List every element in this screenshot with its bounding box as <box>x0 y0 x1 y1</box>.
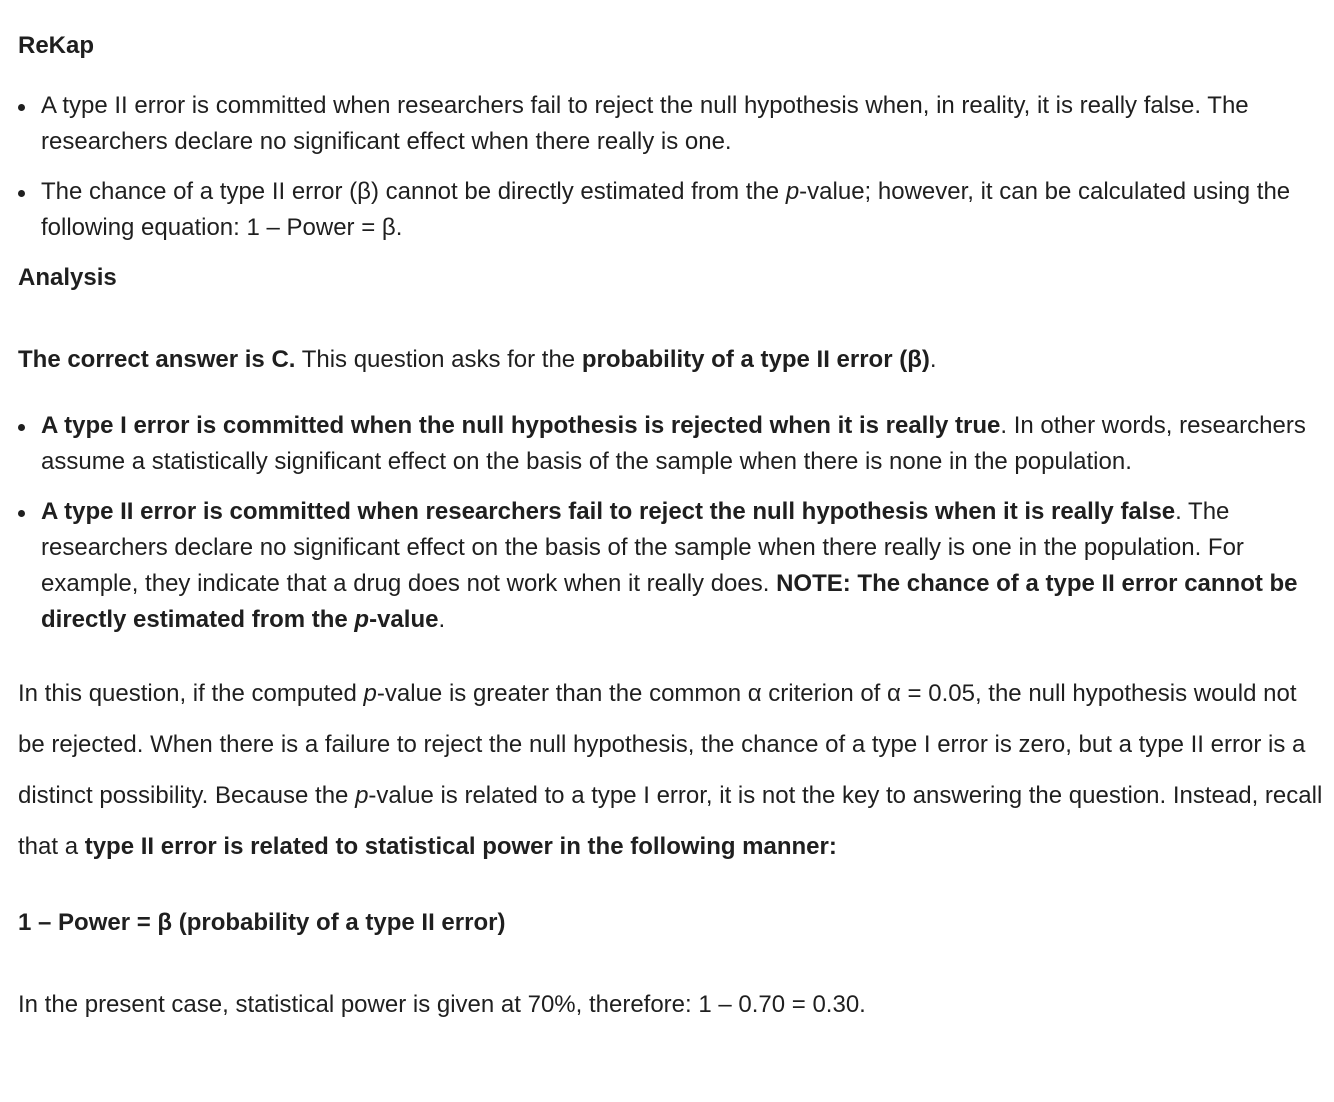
beta-formula: 1 – Power = β (probability of a type II error) <box>18 909 506 936</box>
p-italic: p <box>354 606 370 633</box>
type1-explanation: . In other words, researchers assume a statistically significant effect on the basis of the sample when there is none in the population. <box>41 412 1306 475</box>
error-types-list <box>18 408 1324 638</box>
type2-explanation: . The researchers declare no significant effect on the basis of the sample when there really is one in the population. For example, they indicate that a drug does not work when it really does. <box>41 498 1244 597</box>
explain-s2: -value is greater than the common α criterion of α = 0.05, the null hypothesis would not be rejected. When there is a failure to reject the null hypothesis, the chance of a type I error is zero, but a type II error is a distinct possibility. Because the <box>18 680 1306 809</box>
type2-end: . <box>438 606 446 633</box>
answer-topic: probability of a type II error (β) <box>581 346 930 373</box>
recap-item-text-b: -value; however, it can be calculated using the following equation: 1 – Power = β. <box>41 178 1291 241</box>
answer-end: . <box>929 346 937 373</box>
present-case-text: In the present case, statistical power is given at 70%, therefore: 1 – 0.70 = 0.30. <box>18 991 866 1018</box>
explain-s3: -value is related to a type I error, it is not the key to answering the question. Instead, recall that a <box>18 782 1323 860</box>
recap-item-text: A type II error is committed when researchers fail to reject the null hypothesis when, in reality, it is really false. The researchers declare no significant effect when there really is one. <box>41 92 1249 155</box>
correct-answer-label: The correct answer is C. <box>18 346 296 373</box>
recap-heading: ReKap <box>18 32 95 59</box>
explanation-paragraph <box>18 668 1324 872</box>
analysis-heading: Analysis <box>18 264 117 291</box>
type1-error-item <box>18 408 1324 480</box>
type2-error-item <box>18 494 1324 638</box>
correct-answer-line <box>18 342 1324 378</box>
type2-note-b: -value <box>369 606 439 633</box>
p-italic: p <box>355 782 369 809</box>
recap-item-type2-definition <box>18 88 1324 160</box>
answer-middle-text: This question asks for the <box>295 346 582 373</box>
type2-note-a: NOTE: The chance of a type II error cannot be directly estimated from the <box>41 570 1298 633</box>
type2-definition: A type II error is committed when researchers fail to reject the null hypothesis when it is really false <box>41 498 1176 525</box>
explain-bold: type II error is related to statistical power in the following manner: <box>84 833 837 860</box>
type1-definition: A type I error is committed when the null hypothesis is rejected when it is really true <box>41 412 1001 439</box>
p-italic: p <box>363 680 377 707</box>
explain-s1: In this question, if the computed <box>18 680 364 707</box>
recap-item-beta-equation <box>18 174 1324 246</box>
p-italic: p <box>785 178 800 205</box>
recap-item-text-a: The chance of a type II error (β) cannot be directly estimated from the <box>41 178 786 205</box>
recap-list <box>18 88 1324 246</box>
